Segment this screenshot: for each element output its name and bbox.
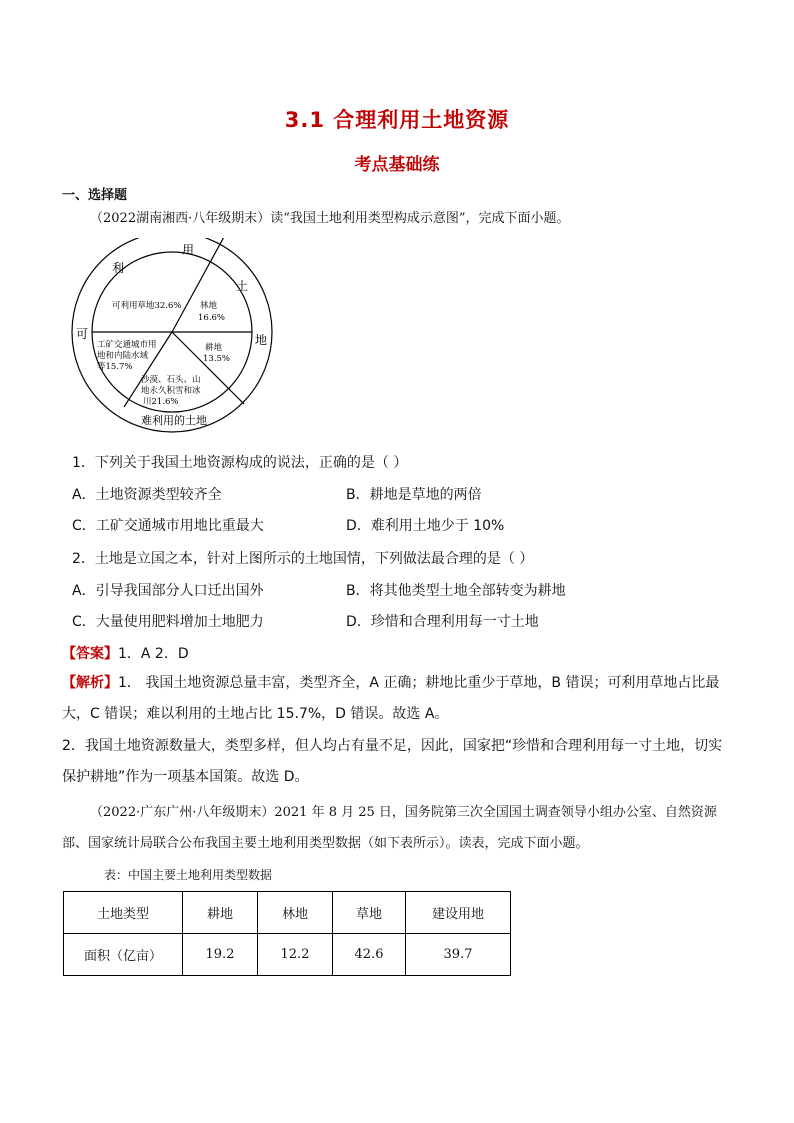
table-header-cell: 草地 <box>333 892 406 934</box>
answer-tag: 【答案】 <box>62 646 118 662</box>
q1-option-d: D．难利用土地少于 10% <box>346 518 505 534</box>
answer-text: 1．A 2．D <box>118 646 189 662</box>
analysis-paragraph-1 <box>62 668 734 730</box>
question-group-1-intro: （2022湖南湘西·八年级期末）读“我国土地利用类型构成示意图”，完成下面小题。 <box>90 211 570 226</box>
segment-desert-line3: 川21.6% <box>143 397 179 407</box>
table-header-cell: 建设用地 <box>406 892 511 934</box>
ring-char-ke: 可 <box>76 327 89 341</box>
segment-industrial-line1: 工矿交通城市用 <box>97 340 157 350</box>
q2-option-c: C．大量使用肥料增加土地肥力 <box>72 614 264 630</box>
q2-option-d: D．珍惜和合理利用每一寸土地 <box>346 614 539 630</box>
table-header-cell: 土地类型 <box>64 892 183 934</box>
analysis-tag: 【解析】 <box>62 675 118 691</box>
question-group-2-intro: （2022·广东广州·八年级期末）2021 年 8 月 25 日，国务院第三次全国国土调查领导小组办公室、自然资源部、国家统计局联合公布我国主要土地利用类型数据（如下表所示）。读表，完成下面小题。 <box>62 805 717 851</box>
ring-char-di: 地 <box>255 333 268 347</box>
table-cell: 19.2 <box>183 934 258 976</box>
page-subtitle: 考点基础练 <box>354 155 440 175</box>
analysis-paragraph-2: 2．我国土地资源数量大，类型多样，但人均占有量不足，因此，国家把“珍惜和合理利用每一寸土地，切实保护耕地”作为一项基本国策。故选 D。 <box>62 738 723 785</box>
question-2-stem: 2．土地是立国之本，针对上图所示的土地国情，下列做法最合理的是（ ） <box>72 551 534 567</box>
segment-farmland-line1: 耕地 <box>205 343 223 353</box>
segment-grassland: 可利用草地32.6% <box>112 301 182 311</box>
q2-option-b: B．将其他类型土地全部转变为耕地 <box>346 583 566 599</box>
table-header-row <box>64 892 511 934</box>
q1-option-b: B．耕地是草地的两倍 <box>346 487 482 503</box>
ring-char-tu: 土 <box>236 279 249 293</box>
table-cell: 12.2 <box>258 934 333 976</box>
segment-forest-line1: 林地 <box>200 301 218 311</box>
segment-industrial-line2: 地和内陆水域 <box>97 351 149 361</box>
q2-option-a: A．引导我国部分人口迁出国外 <box>72 583 264 599</box>
land-use-diagram <box>68 238 284 438</box>
segment-forest-line2: 16.6% <box>198 313 226 323</box>
table-cell: 39.7 <box>406 934 511 976</box>
ring-char-yong: 用 <box>182 243 195 257</box>
question-1-stem: 1．下列关于我国土地资源构成的说法，正确的是（ ） <box>72 455 408 471</box>
segment-farmland-line2: 13.5% <box>203 354 231 364</box>
segment-desert-line2: 地永久积雪和冰 <box>141 386 201 396</box>
segment-industrial-line3: 等15.7% <box>97 362 133 372</box>
table-header-cell: 耕地 <box>183 892 258 934</box>
table-caption: 表：中国主要土地利用类型数据 <box>104 868 273 882</box>
analysis-text-1: 1． 我国土地资源总量丰富，类型齐全，A 正确；耕地比重少于草地，B 错误；可利用草地占比最大，C 错误；难以利用的土地占比 15.7%，D 错误。故选 A。 <box>62 675 720 722</box>
bottom-ring-label: 难利用的土地 <box>141 414 207 427</box>
table-cell: 42.6 <box>333 934 406 976</box>
land-use-table <box>63 891 511 976</box>
segment-desert-line1: 沙漠、石头、山 <box>141 375 201 385</box>
page-title: 3.1 合理利用土地资源 <box>284 108 510 132</box>
q1-option-c: C．工矿交通城市用地比重最大 <box>72 518 264 534</box>
ring-char-li: 利 <box>112 261 125 275</box>
answer-line <box>62 643 189 663</box>
table-header-cell: 林地 <box>258 892 333 934</box>
section-heading: 一、选择题 <box>62 188 128 203</box>
table-row-label: 面积（亿亩） <box>64 934 183 976</box>
table-row <box>64 934 511 976</box>
q1-option-a: A．土地资源类型较齐全 <box>72 487 222 503</box>
